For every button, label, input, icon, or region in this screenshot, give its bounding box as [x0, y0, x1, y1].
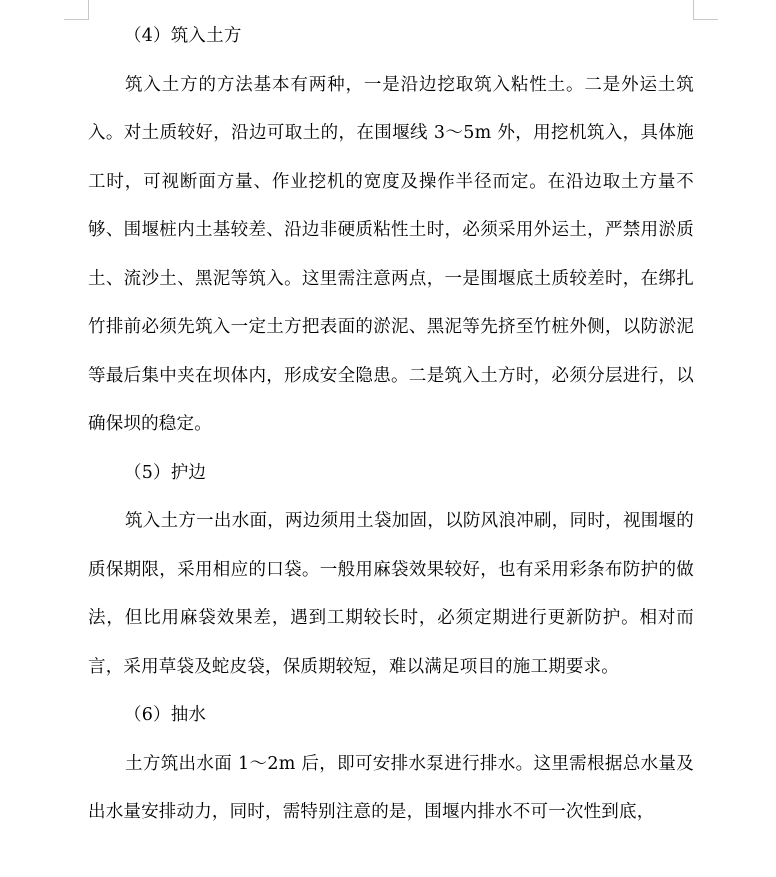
- page-corner-mark-left-horizontal: [64, 19, 89, 20]
- section-heading-5: （5）护边: [124, 462, 207, 483]
- page-corner-mark-right-horizontal: [693, 19, 718, 20]
- section-heading-6: （6）抽水: [124, 705, 207, 725]
- paragraph-edge-protection: 筑入土方一出水面，两边须用土袋加固，以防风浪冲刷，同时，视围堰的质保期限，采用相应的口袋。一般用麻袋效果较好，也有采用彩条布防护的做法，但比用麻袋效果差，遇到工期较长时，必须定期进行更新防护。相对而言，采用草袋及蛇皮袋，保质期较短，难以满足项目的施工期要求。: [88, 511, 694, 677]
- paragraph-fill-earth: 筑入土方的方法基本有两种，一是沿边挖取筑入粘性土。二是外运土筑入。对土质较好，沿边可取土的，在围堰线 3～5m 外，用挖机筑入，具体施工时，可视断面方量、作业挖机的宽度及操作半径而定。在沿边取土方量不够、围堰桩内土基较差、沿边非硬质粘性土时，必须采用外运土，严禁用淤质土、流沙土、黑泥等筑入。这里需注意两点，一是围堰底土质较差时，在绑扎竹排前必须先筑入一定土方把表面的淤泥、黑泥等先挤至竹桩外侧，以防淤泥等最后集中夹在坝体内，形成安全隐患。二是筑入土方时，必须分层进行，以确保坝的稳定。: [88, 74, 694, 434]
- section-heading-4: （4）筑入土方: [124, 26, 242, 46]
- paragraph-pumping: 土方筑出水面 1～2m 后，即可安排水泵进行排水。这里需根据总水量及出水量安排动力，同时，需特别注意的是，围堰内排水不可一次性到底，: [88, 753, 694, 822]
- document-body: [88, 12, 694, 837]
